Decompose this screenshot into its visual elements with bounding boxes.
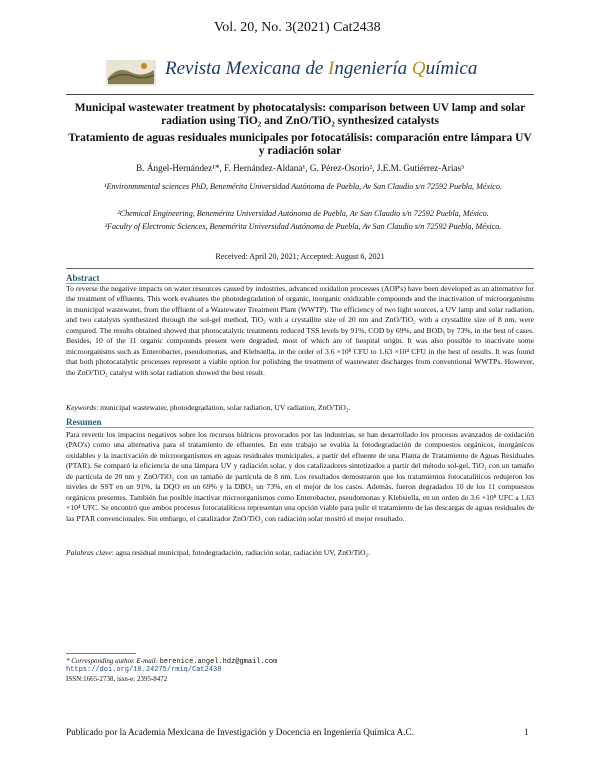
abstract-keywords	[66, 403, 350, 412]
publisher-footer: Publicado por la Academia Mexicana de Investigación y Docencia en Ingeniería Química A.C.	[66, 727, 414, 737]
page-number: 1	[524, 727, 529, 737]
journal-title: Revista Mexicana de Ingeniería Química	[165, 58, 478, 79]
keywords-label: Keywords	[66, 403, 97, 412]
footnote-rule	[66, 653, 136, 654]
received-dates: Received: April 20, 2021; Accepted: August 6, 2021	[215, 252, 385, 261]
author-email[interactable]: berenice.angel.hdz@gmail.com	[159, 658, 278, 666]
issn-info: ISSN:1665-2738, issn-e: 2395-8472	[66, 675, 168, 683]
abstract-text: To reverse the negative impacts on water resources caused by industries, advanced oxidation processes (AOP's) have been developed as an alternative for the treatment of effluents. This work evaluates the photodegradation of organic, inorganic oxidizable compounds and the inactivation of microorganisms in municipal wastewater, from the effluent of a Wastewater Treatment Plant (WWTP). The efficiency of two light sources, a UV lamp and solar radiation, and two catalysts synthesized through the sol-gel method, TiO₂ with a crystallite size of 20 nm and ZnO/TiO₂ with a crystallite size of 8 nm, were compared. The results obtained showed that photocatalytic treatments reduced TSS levels by 91%, COD by 69%, and BOD₅ by 73%, in the best of cases. Besides, 10 of the 11 organic compounds present were degraded, most of which are of hospital origin. It was also possible to inactivate some microorganisms such as Enterobacter, pseudomonas, and Klebsiella, in the order of 3.6 ×10⁸ CFU to 1.63 ×10⁴ CFU in the best of results. It was found that both photocatalytic processes represent a viable option for polishing the treatment of wastewater discharges from conventional WWTPs. However, the ZnO/TiO₂ catalyst with solar radiation showed the best result.	[66, 284, 534, 377]
palabras-clave-label: Palabras clave	[66, 548, 112, 557]
title-english: Municipal wastewater treatment by photocatalysis: comparison between UV lamp and solar radiation using TiO₂ and ZnO/TiO₂ synthesized catalysts	[74, 102, 526, 127]
resumen-rule	[66, 427, 534, 428]
author-list: B. Ángel-Hernández¹*, F. Hernández-Aldana¹, G. Pérez-Osorio², J.E.M. Gutiérrez-Arias³	[136, 163, 464, 173]
volume-info: Vol. 20, No. 3(2021) Cat2438	[214, 20, 381, 35]
resumen-text: Para revertir los impactos negativos sobre los recursos hídricos provocados por las industrias, se han desarrollado los procesos avanzados de oxidación (PAO's) como una alternativa para el tratamiento de efluentes. En este trabajo se evalúa la fotodegradación de compuestos orgánicos, inorgánicos oxidables y la inactivación de microorganismos en aguas residuales municipales, a partir del efluente de una Planta de Tratamiento de Aguas Residuales (PTAR). Se comparó la eficiencia de una lámpara UV y radiación solar, y dos catalizadores sintetizados a partir del método sol-gel, TiO₂ con un tamaño de partícula de 20 nm y ZnO/TiO₂ con un tamaño de partícula de 8 nm. Los resultados demostraron que los tratamientos fotocatalíticos redujeron los niveles de SST en un 91%, la DQO en un 69% y la DBO₅ un 73%, en el mejor de los casos. Además, fueron degradados 10 de los 11 compuestos orgánicos presentes. También fue posible inactivar microorganismos como Enterobacter, pseudomonas y Klebsiella, en un orden de 3.6 ×10⁸ UFC a 1.63 ×10⁴ UFC. Se encontró que ambos procesos fotocatalíticos representan una opción viable para pulir el tratamiento de las descargas de aguas residuales de las PTAR convencionales. Sin embargo, el catalizador ZnO/TiO₂ con radiación solar mostró el mejor resultado.	[66, 430, 534, 523]
journal-logo-icon	[106, 60, 156, 86]
doi-link[interactable]: https://doi.org/10.24275/rmiq/Cat2438	[66, 666, 222, 674]
section-divider	[66, 268, 534, 269]
keywords-list: : municipal wastewater, photodegradation, solar radiation, UV radiation, ZnO/TiO₂.	[96, 403, 351, 412]
affiliation-2: ²Chemical Engineering, Benemérita Universidad Autónoma de Puebla, Av San Claudio s/n 72592 Puebla, México.	[117, 209, 489, 218]
resumen-heading: Resumen	[66, 417, 102, 427]
corresponding-author: * Corresponding author. E-mail: berenice.angel.hdz@gmail.com	[66, 657, 278, 666]
header-divider	[66, 94, 534, 95]
affiliation-1: ¹Environmmental sciences PhD, Benemérita Universidad Autónoma de Puebla, Av San Claudio s/n 72592 Puebla, México.	[104, 182, 502, 191]
title-spanish: Tratamiento de aguas residuales municipales por fotocatálisis: comparación entre lámpara UV y radiación solar	[68, 132, 532, 157]
affiliation-3: ³Faculty of Electronic Sciences, Benemérita Universidad Autónoma de Puebla, Av San Claudio s/n 72592 Puebla, México.	[104, 222, 502, 231]
resumen-keywords	[66, 548, 370, 557]
palabras-clave-list: : agua residual municipal, fotodegradación, radiación solar, radiación UV, ZnO/TiO₂.	[111, 548, 371, 557]
abstract-heading: Abstract	[66, 273, 100, 283]
